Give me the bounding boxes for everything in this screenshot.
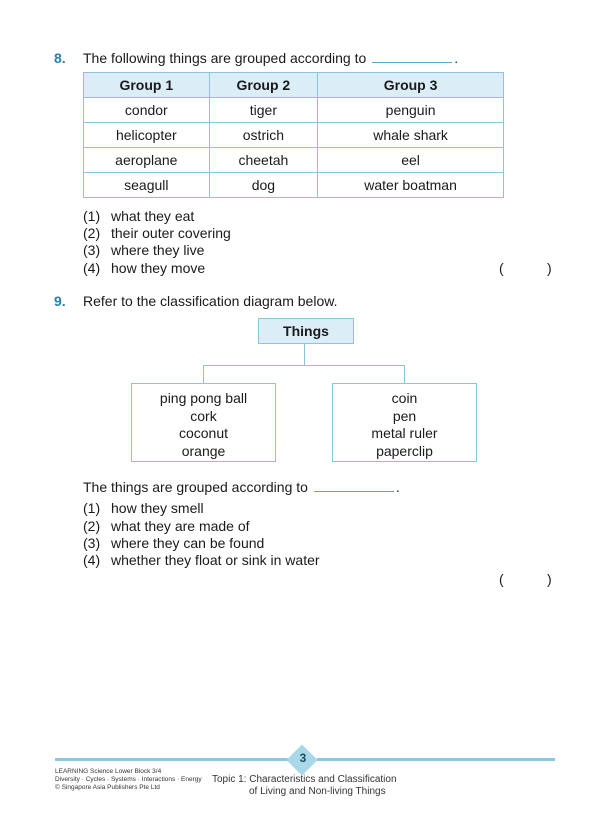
q9-option-1 (83, 500, 204, 517)
question-text: Refer to the classification diagram below. (83, 293, 338, 309)
group-item: ping pong ball (159, 390, 248, 406)
option-text: how they move (111, 260, 206, 276)
header-group-3: Group 3 (318, 73, 504, 98)
table-cell: condor (84, 98, 210, 123)
table-cell: aeroplane (84, 148, 210, 173)
topic-line-1: Topic 1: Characteristics and Classification (212, 774, 397, 785)
book-subtitle: Diversity · Cycles · Systems · Interactions · Energy (55, 776, 202, 783)
question-9-stem (54, 293, 338, 311)
period: . (454, 50, 459, 66)
option-text: where they can be found (111, 535, 265, 551)
table-cell: ostrich (209, 123, 318, 148)
option-number: (3) (83, 535, 101, 551)
book-title: LEARNING Science Lower Block 3/4 (55, 768, 162, 775)
option-number: (3) (83, 242, 101, 258)
option-number: (2) (83, 225, 101, 241)
q9-option-3 (83, 535, 264, 552)
topic-line-2: of Living and Non-living Things (249, 786, 386, 797)
diagram-root-box: Things (258, 318, 354, 344)
question-8-stem (54, 50, 459, 68)
q8-option-4 (83, 260, 205, 277)
table-row (84, 123, 504, 148)
table-row (84, 148, 504, 173)
diagram-left-group (131, 383, 276, 462)
grouping-table (83, 72, 504, 198)
table-header-row (84, 73, 504, 98)
close-bracket: ) (547, 260, 552, 276)
option-number: (2) (83, 518, 101, 534)
table-row (84, 173, 504, 198)
answer-blank[interactable] (372, 61, 452, 63)
open-bracket: ( (499, 260, 504, 276)
connector-line (404, 365, 405, 383)
header-group-1: Group 1 (84, 73, 210, 98)
connector-line (304, 343, 305, 365)
table-cell: water boatman (318, 173, 504, 198)
close-bracket: ) (547, 571, 552, 587)
option-number: (4) (83, 552, 101, 568)
group-item: metal ruler (371, 425, 438, 441)
group-item: orange (181, 442, 226, 459)
table-cell: tiger (209, 98, 318, 123)
group-item: coin (391, 390, 418, 406)
q9-option-2 (83, 518, 250, 535)
option-text: what they are made of (111, 518, 250, 534)
copyright: © Singapore Asia Publishers Pte Ltd (55, 784, 160, 791)
group-item: pen (392, 407, 417, 424)
footer-rule-right (317, 758, 555, 761)
connector-line (203, 365, 405, 366)
table-cell: dog (209, 173, 318, 198)
table-cell: whale shark (318, 123, 504, 148)
page-number: 3 (299, 751, 307, 765)
table-cell: seagull (84, 173, 210, 198)
prompt-text: The things are grouped according to (83, 479, 308, 495)
question-number: 9. (54, 293, 66, 309)
question-text: The following things are grouped according to (83, 50, 367, 66)
option-number: (4) (83, 260, 101, 276)
q8-option-3 (83, 242, 204, 259)
period: . (395, 479, 400, 495)
q9-option-4 (83, 552, 320, 569)
q8-option-1 (83, 208, 194, 225)
table-cell: penguin (318, 98, 504, 123)
question-number: 8. (54, 50, 66, 66)
option-number: (1) (83, 500, 101, 516)
q8-option-2 (83, 225, 231, 242)
option-text: whether they float or sink in water (111, 552, 320, 568)
option-text: what they eat (111, 208, 195, 224)
group-item: paperclip (376, 442, 433, 459)
option-text: where they live (111, 242, 205, 258)
group-item: coconut (178, 425, 229, 441)
option-number: (1) (83, 208, 101, 224)
option-text: their outer covering (111, 225, 231, 241)
header-group-2: Group 2 (209, 73, 318, 98)
table-cell: cheetah (209, 148, 318, 173)
diagram-right-group (332, 383, 477, 462)
connector-line (203, 365, 204, 383)
group-item: cork (190, 407, 217, 424)
answer-blank[interactable] (314, 490, 394, 492)
footer-rule-left (55, 758, 288, 761)
q9-prompt (83, 479, 400, 495)
open-bracket: ( (499, 571, 504, 587)
option-text: how they smell (111, 500, 204, 516)
table-cell: eel (318, 148, 504, 173)
table-row (84, 98, 504, 123)
table-cell: helicopter (84, 123, 210, 148)
